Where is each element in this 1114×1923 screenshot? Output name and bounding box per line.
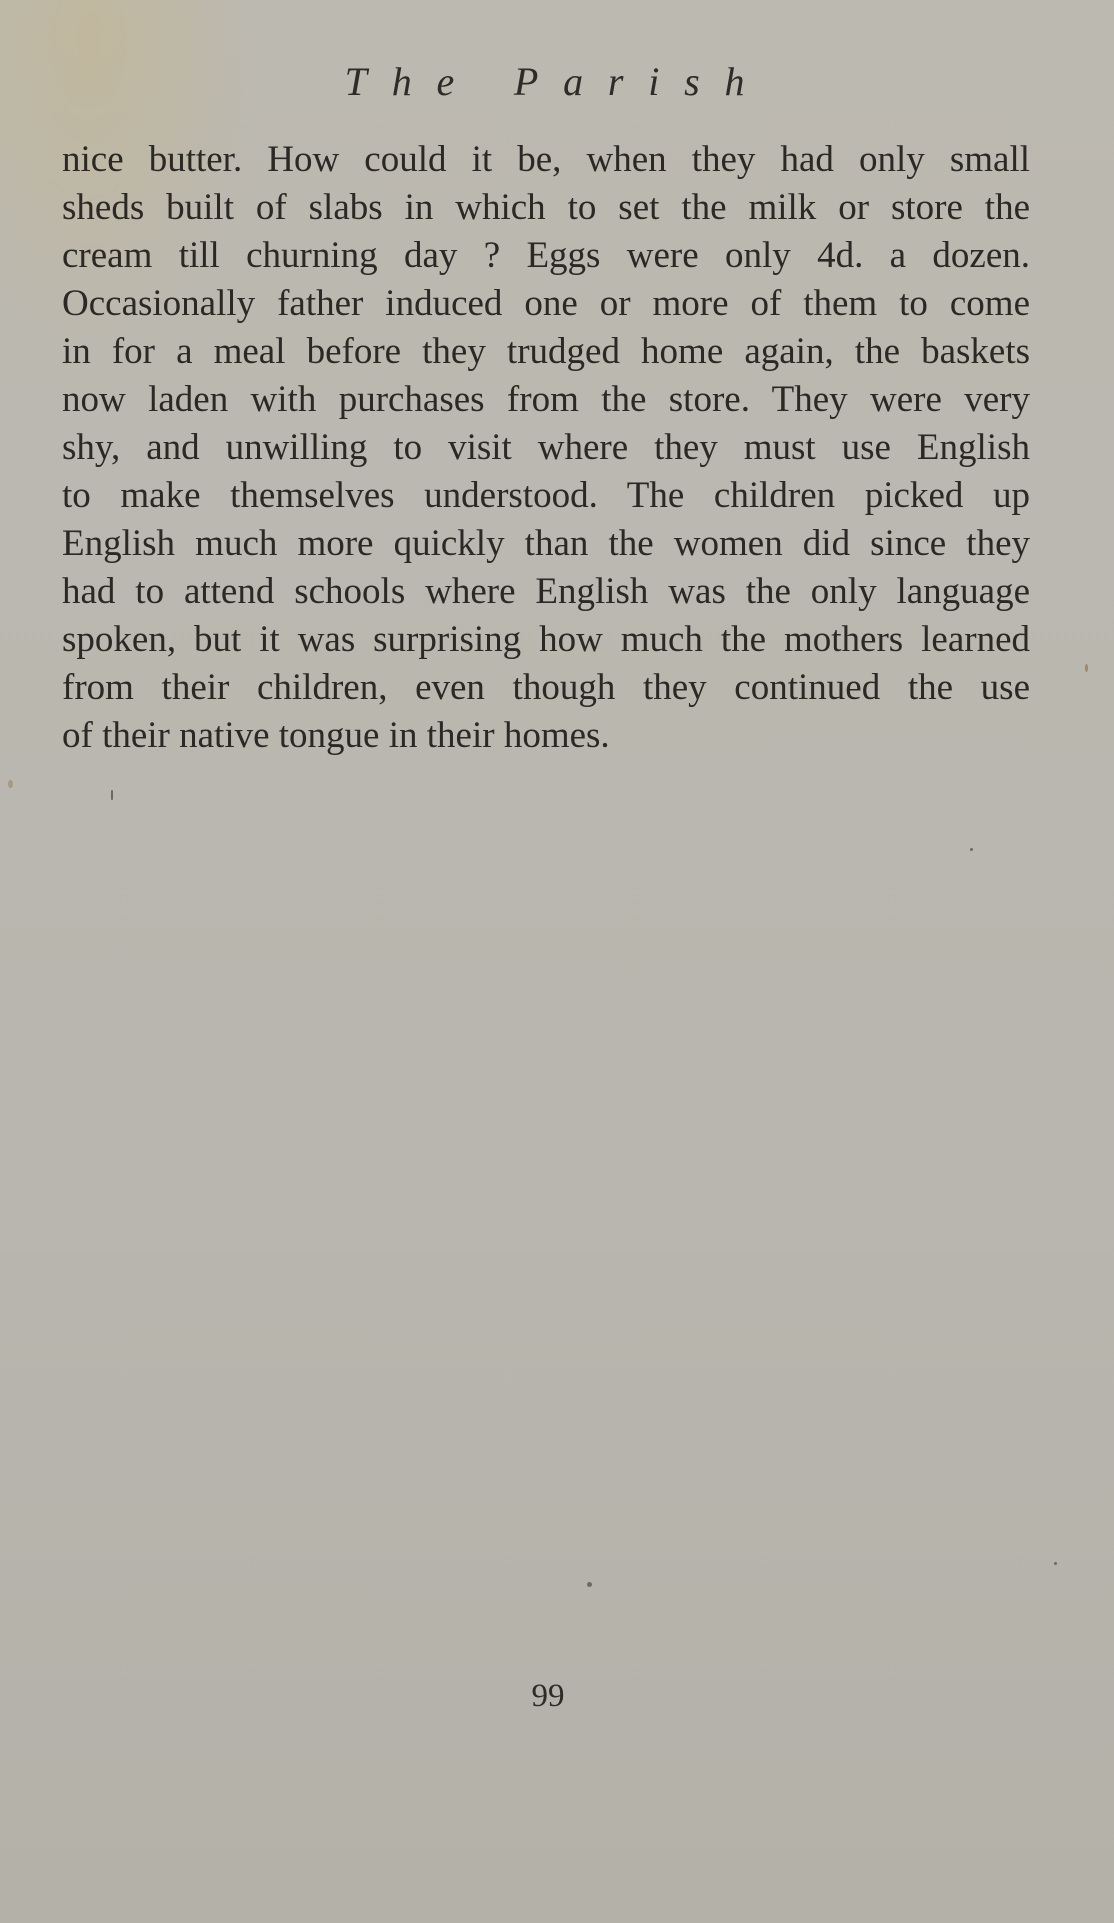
running-head: The Parish [344,59,770,104]
body-paragraph [62,136,1030,760]
page-number: 99 [531,1678,565,1714]
text-line: Occasionally father induced one or more of them to come [62,283,1030,324]
paper-speck [111,790,113,800]
text-line: now laden with purchases from the store. They were very [62,379,1030,420]
text-line: from their children, even though they continued the use [62,667,1030,708]
text-line: shy, and unwilling to visit where they must use English [62,427,1030,468]
paper-speck [1054,1562,1057,1565]
text-line: of their native tongue in their homes. [62,715,610,756]
text-line: in for a meal before they trudged home again, the baskets [62,331,1030,372]
text-line: cream till churning day ? Eggs were only 4d. a dozen. [62,235,1030,276]
text-line: sheds built of slabs in which to set the milk or store the [62,187,1030,228]
text-line: spoken, but it was surprising how much the mothers learned [62,619,1030,660]
text-line: to make themselves understood. The children picked up [62,475,1030,516]
paper-speck [587,1582,592,1587]
paper-speck [8,780,13,788]
paper-speck [1085,664,1088,672]
text-line: nice butter. How could it be, when they had only small [62,139,1030,180]
text-line: English much more quickly than the women did since they [62,523,1030,564]
text-line: had to attend schools where English was the only language [62,571,1030,612]
paper-speck [970,848,973,851]
